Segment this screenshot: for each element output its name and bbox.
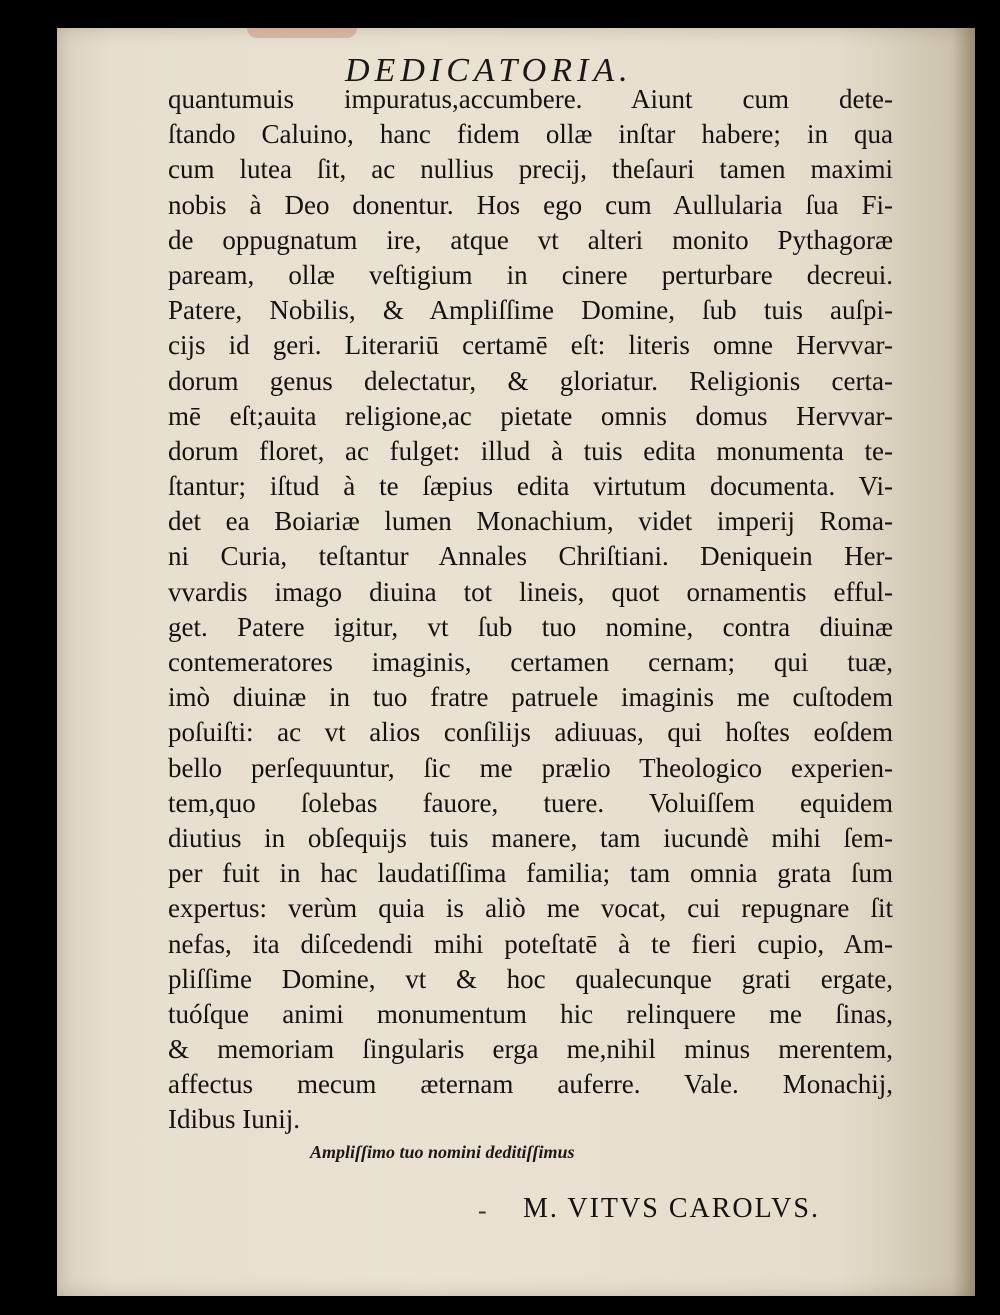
text-line: cum lutea ſit, ac nullius precij, theſauri tamen maximi xyxy=(168,154,893,185)
dash-mark: - xyxy=(478,1196,487,1225)
text-line: imò diuinæ in tuo fratre patruele imaginis me cuſtodem xyxy=(168,682,893,713)
text-line: paream, ollæ veſtigium in cinere perturbare decreui. xyxy=(168,259,893,290)
text-line: nobis à Deo donentur. Hos ego cum Aullularia ſua Fi- xyxy=(168,189,893,220)
text-line: pliſſime Domine, vt & hoc qualecunque grati ergate, xyxy=(168,963,893,994)
text-line: get. Patere igitur, vt ſub tuo nomine, contra diuinæ xyxy=(168,611,893,642)
text-line: dorum genus delectatur, & gloriatur. Religionis certa- xyxy=(168,365,893,396)
text-line: expertus: verùm quia is aliò me vocat, cui repugnare ſit xyxy=(168,893,893,924)
text-line: affectus mecum æternam auferre. Vale. Monachij, xyxy=(168,1069,893,1100)
text-line: ſtantur; iſtud à te ſæpius edita virtutum documenta. Vi- xyxy=(168,471,893,502)
text-line: & memoriam ſingularis erga me,nihil minus merentem, xyxy=(168,1034,893,1065)
text-line-final: Idibus Iunij. xyxy=(168,1104,300,1135)
text-line: bello perſequuntur, ſic me prælio Theologico experien- xyxy=(168,752,893,783)
text-line: nefas, ita diſcedendi mihi poteſtatē à te fieri cupio, Am- xyxy=(168,928,893,959)
text-line: contemeratores imaginis, certamen cernam; qui tuæ, xyxy=(168,647,893,677)
text-line: tuóſque animi monumentum hic relinquere me ſinas, xyxy=(168,998,893,1029)
paper-stain xyxy=(247,28,357,38)
text-line: de oppugnatum ire, atque vt alteri monito Pythagoræ xyxy=(168,224,893,255)
text-line: dorum floret, ac fulget: illud à tuis edita monumenta te- xyxy=(168,435,893,466)
text-line: diutius in obſequijs tuis manere, tam iucundè mihi ſem- xyxy=(168,822,893,853)
text-line: per fuit in hac laudatiſſima familia; tam omnia grata ſum xyxy=(168,858,893,889)
text-line: det ea Boiariæ lumen Monachium, videt imperij Roma- xyxy=(168,506,893,537)
text-line: quantumuis impuratus,accumbere. Aiunt cum dete- xyxy=(168,84,893,114)
text-line: mē eſt;auita religione,ac pietate omnis domus Hervvar- xyxy=(168,400,893,431)
running-head: DEDICATORIA. xyxy=(345,52,633,89)
text-line: Patere, Nobilis, & Ampliſſime Domine, ſub tuis auſpi- xyxy=(168,295,893,326)
dedication-body xyxy=(168,82,893,1138)
text-line: ni Curia, teſtantur Annales Chriſtiani. Deniquein Her- xyxy=(168,541,893,572)
text-line: cijs id geri. Literariū certamē eſt: literis omne Hervvar- xyxy=(168,330,893,361)
page-gutter-shadow xyxy=(953,28,975,1296)
text-line: vvardis imago diuina tot lineis, quot ornamentis efful- xyxy=(168,576,893,607)
text-line: ſtando Caluino, hanc fidem ollæ inſtar habere; in qua xyxy=(168,119,893,150)
text-line: tem,quo ſolebas fauore, tuere. Voluiſſem equidem xyxy=(168,787,893,818)
text-line: poſuiſti: ac vt alios conſilijs adiuuas, qui hoſtes eoſdem xyxy=(168,717,893,748)
subscription-line: Ampliſſimo tuo nomini deditiſſimus xyxy=(310,1142,575,1162)
signature: M. VITVS CAROLVS. xyxy=(523,1193,820,1224)
